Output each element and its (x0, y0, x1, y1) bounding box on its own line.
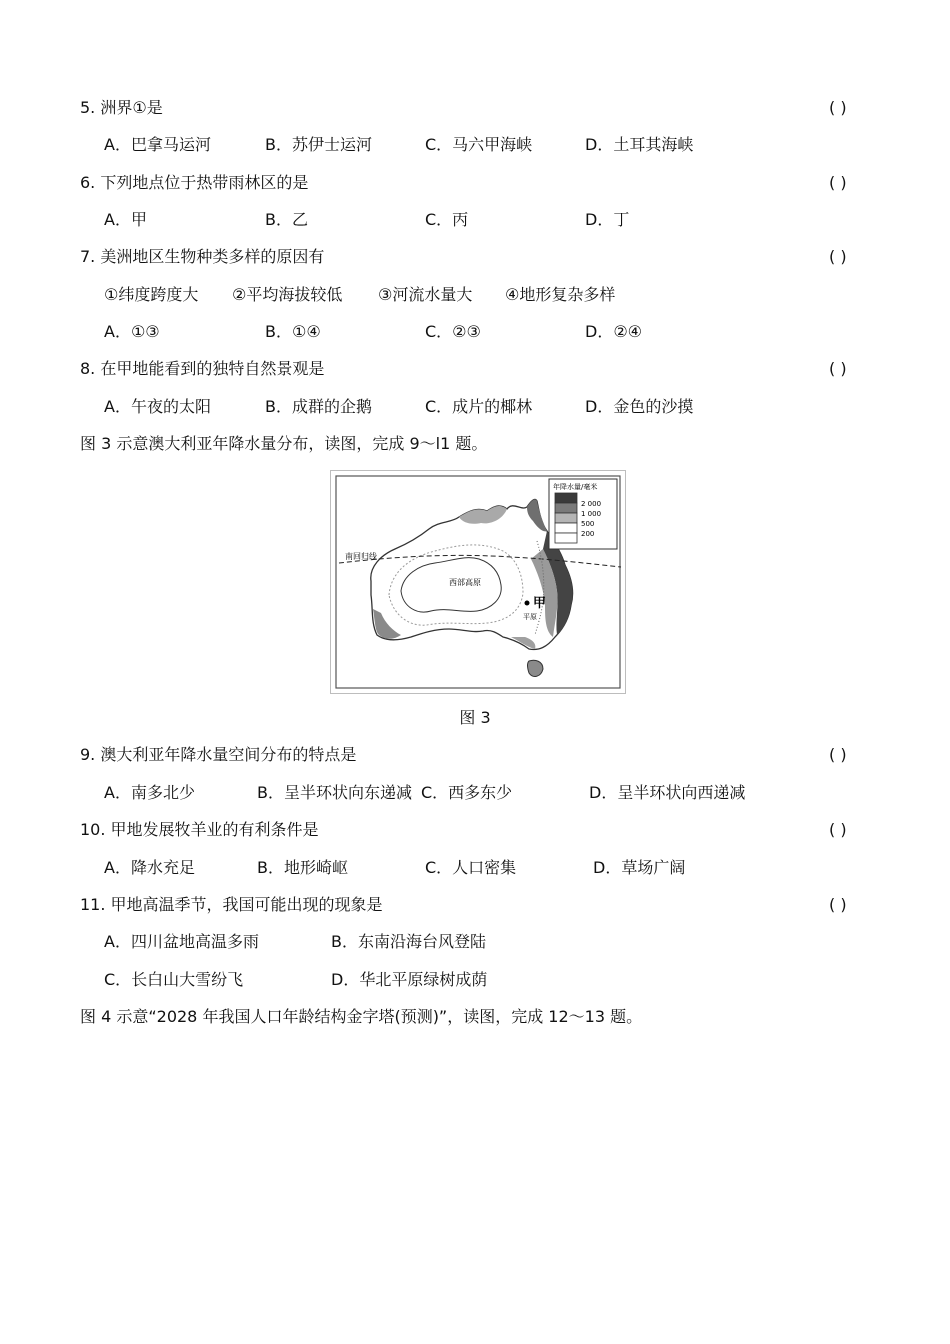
option-c: C．长白山大雪纷飞 (104, 970, 244, 989)
question-10 (0, 818, 950, 842)
tropic-label: 南回归线 (345, 552, 377, 561)
question-5 (0, 96, 950, 120)
map-svg (331, 471, 625, 693)
answer-blank-6: ( ) (829, 173, 847, 192)
option-a: A．南多北少 (104, 783, 195, 802)
figure-3-caption: 图 3 (459, 708, 491, 727)
question-11-options-row2 (0, 968, 950, 992)
legend-swatch (555, 503, 577, 513)
option-d: D．②④ (585, 322, 643, 341)
option-a: A．四川盆地高温多雨 (104, 932, 259, 951)
legend-swatch (555, 513, 577, 523)
option-a: A．①③ (104, 322, 160, 341)
question-8-stem: 8. 在甲地能看到的独特自然景观是 (80, 359, 325, 378)
option-a: A．巴拿马运河 (104, 135, 211, 154)
option-a: A．甲 (104, 210, 147, 229)
option-c: C．马六甲海峡 (425, 135, 533, 154)
figure-4-intro (0, 1005, 950, 1029)
option-d: D．土耳其海峡 (585, 135, 694, 154)
option-c: C．②③ (425, 322, 481, 341)
plain-label: 平原 (523, 613, 537, 621)
figure-4-intro-text: 图 4 示意“2028 年我国人口年龄结构金字塔(预测)”，读图，完成 12～13 题。 (80, 1007, 643, 1026)
question-10-options (0, 856, 950, 880)
question-9 (0, 743, 950, 767)
option-b: B．①④ (265, 322, 321, 341)
answer-blank-5: ( ) (829, 98, 847, 117)
option-b: B．成群的企鹅 (265, 397, 372, 416)
option-b: B．呈半环状向东递减 (257, 783, 412, 802)
item-4: ④地形复杂多样 (505, 285, 616, 304)
question-6-options (0, 208, 950, 232)
option-b: B．东南沿海台风登陆 (331, 932, 486, 951)
point-jia-label: 甲 (533, 596, 547, 611)
item-2: ②平均海拔较低 (232, 285, 343, 304)
answer-blank-7: ( ) (829, 247, 847, 266)
answer-blank-11: ( ) (829, 895, 847, 914)
item-3: ③河流水量大 (378, 285, 473, 304)
question-5-options (0, 133, 950, 157)
option-b: B．乙 (265, 210, 308, 229)
option-d: D．草场广阔 (593, 858, 686, 877)
question-8-options (0, 395, 950, 419)
answer-blank-10: ( ) (829, 820, 847, 839)
question-7-stem: 7. 美洲地区生物种类多样的原因有 (80, 247, 325, 266)
option-c: C．丙 (425, 210, 469, 229)
question-11-options-row1 (0, 930, 950, 954)
point-jia-marker (525, 601, 530, 606)
option-c: C．成片的椰林 (425, 397, 533, 416)
question-9-options (0, 781, 950, 805)
answer-blank-8: ( ) (829, 359, 847, 378)
plateau-label: 西部高原 (449, 578, 481, 587)
question-8 (0, 357, 950, 381)
question-7 (0, 245, 950, 269)
option-c: C．人口密集 (425, 858, 517, 877)
question-7-items (0, 283, 950, 307)
question-6-stem: 6. 下列地点位于热带雨林区的是 (80, 173, 309, 192)
legend-swatch (555, 523, 577, 533)
figure-3-intro (0, 432, 950, 456)
option-b: B．苏伊士运河 (265, 135, 372, 154)
option-d: D．呈半环状向西递减 (589, 783, 746, 802)
option-c: C．西多东少 (421, 783, 513, 802)
legend-value: 200 (581, 530, 595, 538)
australia-rainfall-map (330, 470, 626, 694)
legend-value: 1 000 (581, 510, 602, 518)
option-a: A．午夜的太阳 (104, 397, 211, 416)
legend-value: 500 (581, 520, 595, 528)
question-6 (0, 171, 950, 195)
question-11 (0, 893, 950, 917)
question-10-stem: 10. 甲地发展牧羊业的有利条件是 (80, 820, 319, 839)
question-11-stem: 11. 甲地高温季节，我国可能出现的现象是 (80, 895, 383, 914)
legend-title: 年降水量/毫米 (553, 483, 598, 491)
question-7-options (0, 320, 950, 344)
option-b: B．地形崎岖 (257, 858, 348, 877)
option-d: D．金色的沙摸 (585, 397, 694, 416)
option-a: A．降水充足 (104, 858, 195, 877)
question-9-stem: 9. 澳大利亚年降水量空间分布的特点是 (80, 745, 357, 764)
legend (549, 479, 617, 549)
legend-value: 2 000 (581, 500, 602, 508)
question-5-stem: 5. 洲界①是 (80, 98, 163, 117)
legend-swatch (555, 533, 577, 543)
option-d: D．华北平原绿树成荫 (331, 970, 488, 989)
answer-blank-9: ( ) (829, 745, 847, 764)
item-1: ①纬度跨度大 (104, 285, 199, 304)
legend-swatch (555, 493, 577, 503)
tasmania (528, 660, 544, 676)
option-d: D．丁 (585, 210, 630, 229)
figure-3-intro-text: 图 3 示意澳大利亚年降水量分布，读图，完成 9～l1 题。 (80, 434, 488, 453)
